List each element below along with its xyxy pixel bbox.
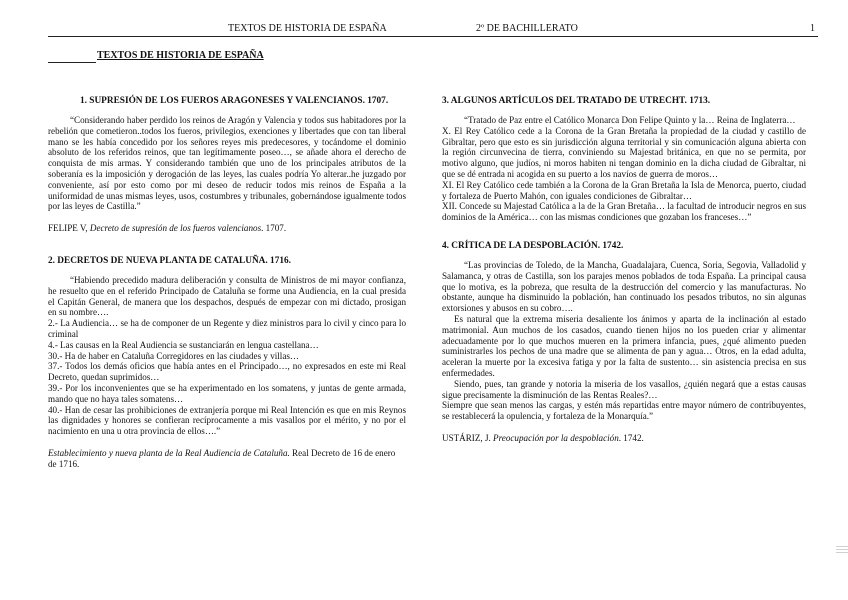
header-left-text: TEXTOS DE HISTORIA DE ESPAÑA [228, 23, 387, 34]
source-year: Real Decreto de 16 de enero de 1716. [48, 447, 396, 469]
source-year: . 1707. [261, 223, 287, 234]
section-article: XII. Concede su Majestad Católica a la de la Gran Bretaña… la facultad de introducir negros en sus dominios de la América… con las mismas condiciones que gozaban los franceses…” [442, 201, 806, 223]
section-source [48, 223, 406, 234]
source-title: Preocupación por la despoblación [493, 432, 619, 443]
section-article: 2.- La Audiencia… se ha de componer de un Regente y diez ministros para lo civil y cinco para lo criminal [48, 318, 406, 339]
source-title: Decreto de supresión de los fueros valencianos [89, 223, 262, 234]
section-paragraph: “Considerando haber perdido los reinos de Aragón y Valencia y todos sus habitadores por la rebelión que cometieron..todos los fueros, privilegios, exenciones y libertades que con tan liberal mano se les había concedido por los señores reyes mis predecesores, y tocándome el dominio absoluto de los referidos reinos, que tan legítimamente poseo…, se añade ahora el derecho de conquista de mis armas. Y considerando también que uno de los principales atributos de la soberanía es la imposición y derogación de las leyes, las cuales podría Yo alterar..he juzgado por conveniente, así por esto como por mi deseo de reducir todos mis reinos de España a la uniformidad de unas mismas leyes, usos, costumbres y tribunales, gobernándose igualmente todos por las leyes de Castilla.” [48, 115, 406, 212]
source-year: . 1742. [618, 432, 644, 443]
section-paragraph: Es natural que la extrema miseria desaliente los ánimos y aparta de la inclinación al estado matrimonial. Aun muchos de los casados, cuando tienen hijos no los pueden criar y alimentar adecuadamente por lo que muchos mueren en la primera infancia, pues, ¿qué alimento pueden suministrarles los pechos de una madre que se alimenta de pan y agua… Otros, en la edad adulta, aceleran la muerte por la excesiva fatiga y por la falta de sustento… sin asistencia precisa en sus enfermedades. [442, 313, 806, 378]
header-course-text: 2º DE BACHILLERATO [476, 23, 578, 34]
left-column [48, 96, 406, 470]
section-article: 30.- Ha de haber en Cataluña Corregidores en las ciudades y villas… [48, 350, 300, 361]
section-nueva-planta [48, 256, 406, 470]
source-author: FELIPE V, [48, 223, 88, 234]
right-column [442, 96, 806, 444]
section-paragraph: “Habiendo precedido madura deliberación y consulta de Ministros de mi mayor confianza, he resuelto que en el referido Principado de Cataluña se forme una Audiencia, en la cual presida el Capitán General, de manera que los despachos, después de empezar con mi dictado, prosigan en su nombre…. [48, 274, 406, 318]
section-utrecht [442, 96, 806, 223]
section-despoblacion [442, 241, 806, 444]
section-article: 39.- Por los inconvenientes que se ha experimentado en los somatens, y juntas de gente armada, mando que no haya tales somatens… [48, 382, 406, 404]
section-article: 40.- Han de cesar las prohibiciones de extranjería porque mi Real Intención es que en mis Reynos las dignidades y honores se confieran recíprocamente a mis vasallos por el mérito, y no por el nacimiento en una u otra provincia de ellos….” [48, 404, 406, 437]
scroll-grip[interactable] [836, 544, 848, 556]
header-divider [48, 36, 818, 37]
section-fueros [48, 96, 406, 234]
section-paragraph: Siempre que sean menos las cargas, y estén más repartidas entre mayor número de contribuyentes, se restablecerá la opulencia, y fortaleza de la Monarquía.” [442, 400, 806, 422]
section-article: 37.- Todos los demás oficios que había antes en el Principado…, no expresados en este mi Real Decreto, quedan suprimidos… [48, 361, 406, 383]
section-paragraph: “Las provincias de Toledo, de la Mancha, Guadalajara, Cuenca, Soria, Segovia, Valladolid y Salamanca, y otras de Castilla, son los parajes menos poblados de toda España. La principal causa que lo motiva, es la pobreza, que resulta de la destrucción del comercio y las manufacturas. No obstante, aunque ha disminuido la población, han continuado los pesados tributos, no sin algunas extorsiones y abusos en su cobro…. [442, 259, 806, 314]
title-underline-lead [48, 62, 96, 63]
section-title: 3. ALGUNOS ARTÍCULOS DEL TRATADO DE UTRECHT. 1713. [442, 96, 711, 106]
section-paragraph: “Tratado de Paz entre el Católico Monarca Don Felipe Quinto y la… Reina de Inglaterra… [464, 115, 796, 125]
section-title: 4. CRÍTICA DE LA DESPOBLACIÓN. 1742. [442, 240, 624, 251]
section-source [442, 433, 806, 444]
page-number: 1 [810, 23, 815, 34]
section-paragraph: Siendo, pues, tan grande y notoria la miseria de los vasallos, ¿quién negará que a estas causas sigue precisamente la disminución de las Rentas Reales?… [442, 378, 806, 400]
section-article: XI. El Rey Católico cede también a la Corona de la Gran Bretaña la Isla de Menorca, puerto, ciudad y fortaleza de Puerto Mahón, con iguales condiciones de Gibraltar… [442, 179, 806, 201]
section-article: 4.- Las causas en la Real Audiencia se sustanciarán en lengua castellana… [48, 339, 319, 350]
source-author: USTÁRIZ, J. [442, 432, 491, 443]
section-title: 2. DECRETOS DE NUEVA PLANTA DE CATALUÑA. 1716. [48, 255, 291, 266]
section-article: X. El Rey Católico cede a la Corona de la Gran Bretaña la propiedad de la ciudad y castillo de Gibraltar, pero que esto es sin jurisdicción alguna territorial y sin comunicación alguna abierta con la región circunvecina de tierra, conviniendo su Majestad británica, en que no se permita, por motivo alguno, que judíos, ni moros habiten ni tengan dominio en la dicha ciudad de Gibraltar, ni que se dé entrada ni acogida en su puerto a los navíos de guerra de moros… [442, 125, 806, 179]
document-title: TEXTOS DE HISTORIA DE ESPAÑA [97, 50, 264, 61]
section-source [48, 448, 406, 470]
source-title: Establecimiento y nueva planta de la Real Audiencia de Cataluña. [48, 447, 290, 458]
section-title: 1. SUPRESIÓN DE LOS FUEROS ARAGONESES Y VALENCIANOS. 1707. [80, 96, 389, 106]
